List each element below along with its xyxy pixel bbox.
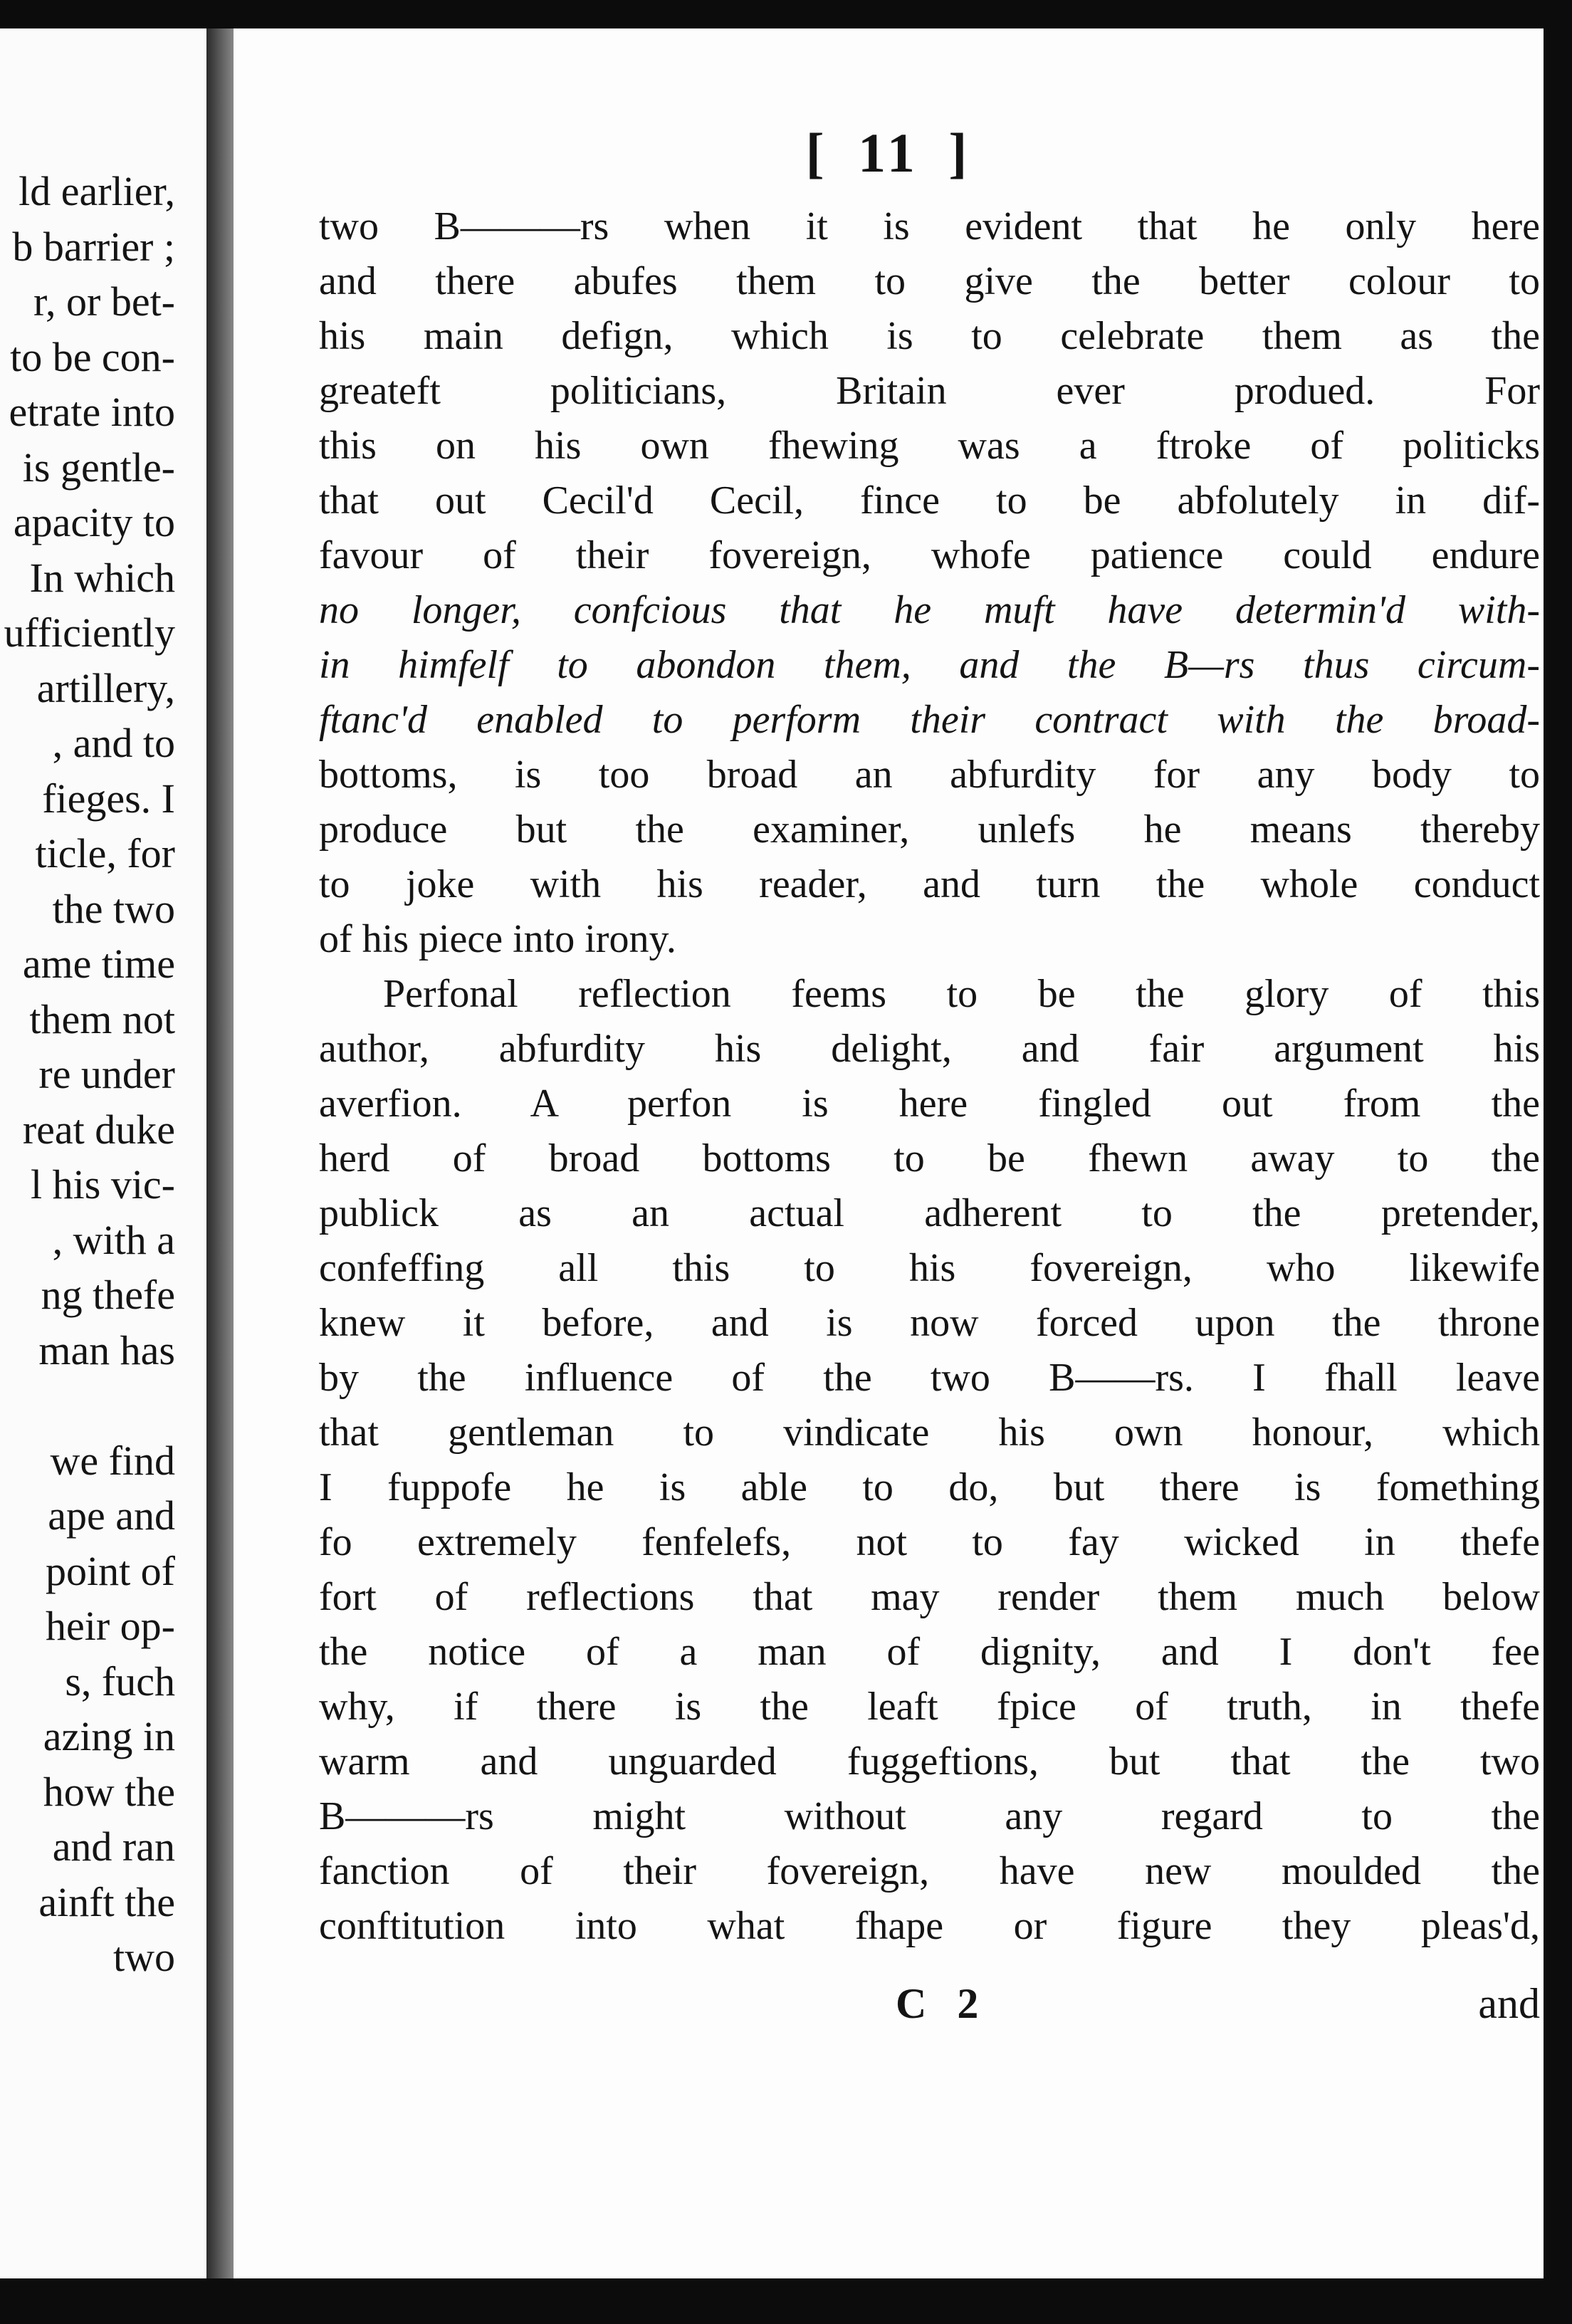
body-line: this on his own fhewing was a ftroke of politicks xyxy=(319,424,1540,468)
left-page-line: ng thefe xyxy=(41,1272,175,1318)
body-line: and there abufes them to give the better colour to xyxy=(319,259,1540,303)
left-page-line: s, fuch xyxy=(65,1658,175,1705)
scan-border xyxy=(1544,28,1572,2278)
body-line: publick as an actual adherent to the pretender, xyxy=(319,1191,1540,1235)
body-line: B———rs might without any regard to the xyxy=(319,1794,1540,1838)
left-page-line: ticle, for xyxy=(35,830,175,876)
body-line: of his piece into irony. xyxy=(319,917,676,961)
body-line: greateft politicians, Britain ever produed. For xyxy=(319,369,1540,413)
body-line: favour of their fovereign, whofe patience could endure xyxy=(319,533,1540,577)
left-page-line: In which xyxy=(29,554,175,601)
left-page-line: to be con- xyxy=(10,333,175,380)
right-page xyxy=(234,28,1544,2278)
left-page-line: the two xyxy=(52,885,175,932)
left-page-line: ufficiently xyxy=(4,609,175,656)
left-page-line: and ran xyxy=(52,1823,175,1870)
left-page-line: re under xyxy=(38,1051,175,1097)
body-line: fo extremely fenfelefs, not to fay wicked in thefe xyxy=(319,1520,1540,1564)
left-page-line: l his vic- xyxy=(31,1161,175,1208)
body-line: that out Cecil'd Cecil, fince to be abfolutely in dif- xyxy=(319,478,1540,523)
body-line: by the influence of the two B——rs. I fhall leave xyxy=(319,1356,1540,1400)
body-line: to joke with his reader, and turn the whole conduct xyxy=(319,862,1540,906)
body-line: his main defign, which is to celebrate them as the xyxy=(319,314,1540,358)
left-page-line: ape and xyxy=(48,1492,175,1539)
page-number: 11 xyxy=(858,122,919,184)
body-line: conftitution into what fhape or figure they pleas'd, xyxy=(319,1904,1540,1948)
catchword: and xyxy=(1478,1980,1540,2027)
body-line: the notice of a man of dignity, and I don't fee xyxy=(319,1630,1540,1674)
body-line: Perfonal reflection feems to be the glory of this xyxy=(383,972,1540,1016)
body-line: fanction of their fovereign, have new moulded the xyxy=(319,1849,1540,1893)
body-line: two B———rs when it is evident that he only here xyxy=(319,204,1540,248)
left-page-line: we find xyxy=(50,1437,175,1484)
body-text xyxy=(319,199,1540,1954)
left-page-line: apacity to xyxy=(13,499,175,545)
left-page-line: r, or bet- xyxy=(33,278,175,325)
body-line: confeffing all this to his fovereign, who likewife xyxy=(319,1246,1540,1290)
body-line: knew it before, and is now forced upon the throne xyxy=(319,1301,1540,1345)
left-page-line: ainft the xyxy=(38,1878,175,1925)
left-page-line: etrate into xyxy=(9,389,175,435)
left-page-line: fieges. I xyxy=(42,775,175,822)
left-page-line: azing in xyxy=(43,1713,175,1759)
left-page-line: them not xyxy=(29,995,175,1042)
book-gutter xyxy=(206,28,234,2278)
body-line: averfion. A perfon is here fingled out from the xyxy=(319,1082,1540,1126)
bracket-open: [ xyxy=(805,122,829,184)
left-page-line: man has xyxy=(38,1326,175,1373)
left-page-line: artillery, xyxy=(36,664,175,711)
body-line: I fuppofe he is able to do, but there is fomething xyxy=(319,1465,1540,1509)
body-line: author, abfurdity his delight, and fair argument his xyxy=(319,1027,1540,1071)
bracket-close: ] xyxy=(948,122,972,184)
left-page-line: how the xyxy=(43,1768,175,1815)
left-page-line: ld earlier, xyxy=(19,168,175,214)
left-page-line: point of xyxy=(45,1547,175,1594)
body-line: ftanc'd enabled to perform their contract with the broad- xyxy=(319,698,1540,742)
left-page-line: , and to xyxy=(52,720,175,766)
page-footer xyxy=(319,1979,1540,2036)
body-line: why, if there is the leaft fpice of truth, in thefe xyxy=(319,1685,1540,1729)
left-page-line: reat duke xyxy=(22,1106,175,1153)
body-line: in himfelf to abondon them, and the B—rs thus circum- xyxy=(319,643,1540,687)
left-page-line: heir op- xyxy=(46,1603,175,1649)
left-page-line: , with a xyxy=(52,1216,175,1263)
left-page-line: is gentle- xyxy=(22,444,175,491)
body-line: warm and unguarded fuggeftions, but that the two xyxy=(319,1739,1540,1784)
left-page-line: b barrier ; xyxy=(12,223,175,270)
body-line: that gentleman to vindicate his own honour, which xyxy=(319,1410,1540,1455)
body-line: no longer, confcious that he muft have determin'd with- xyxy=(319,588,1540,632)
body-line: herd of broad bottoms to be fhewn away to the xyxy=(319,1136,1540,1181)
signature-mark: C 2 xyxy=(896,1980,989,2027)
page-number-header xyxy=(234,121,1544,185)
body-line: fort of reflections that may render them much below xyxy=(319,1575,1540,1619)
body-line: produce but the examiner, unlefs he means thereby xyxy=(319,807,1540,852)
left-page-line: ame time xyxy=(22,941,175,987)
body-line: bottoms, is too broad an abfurdity for any body to xyxy=(319,753,1540,797)
left-page-fragment xyxy=(0,28,206,2278)
left-page-line: two xyxy=(113,1934,175,1980)
